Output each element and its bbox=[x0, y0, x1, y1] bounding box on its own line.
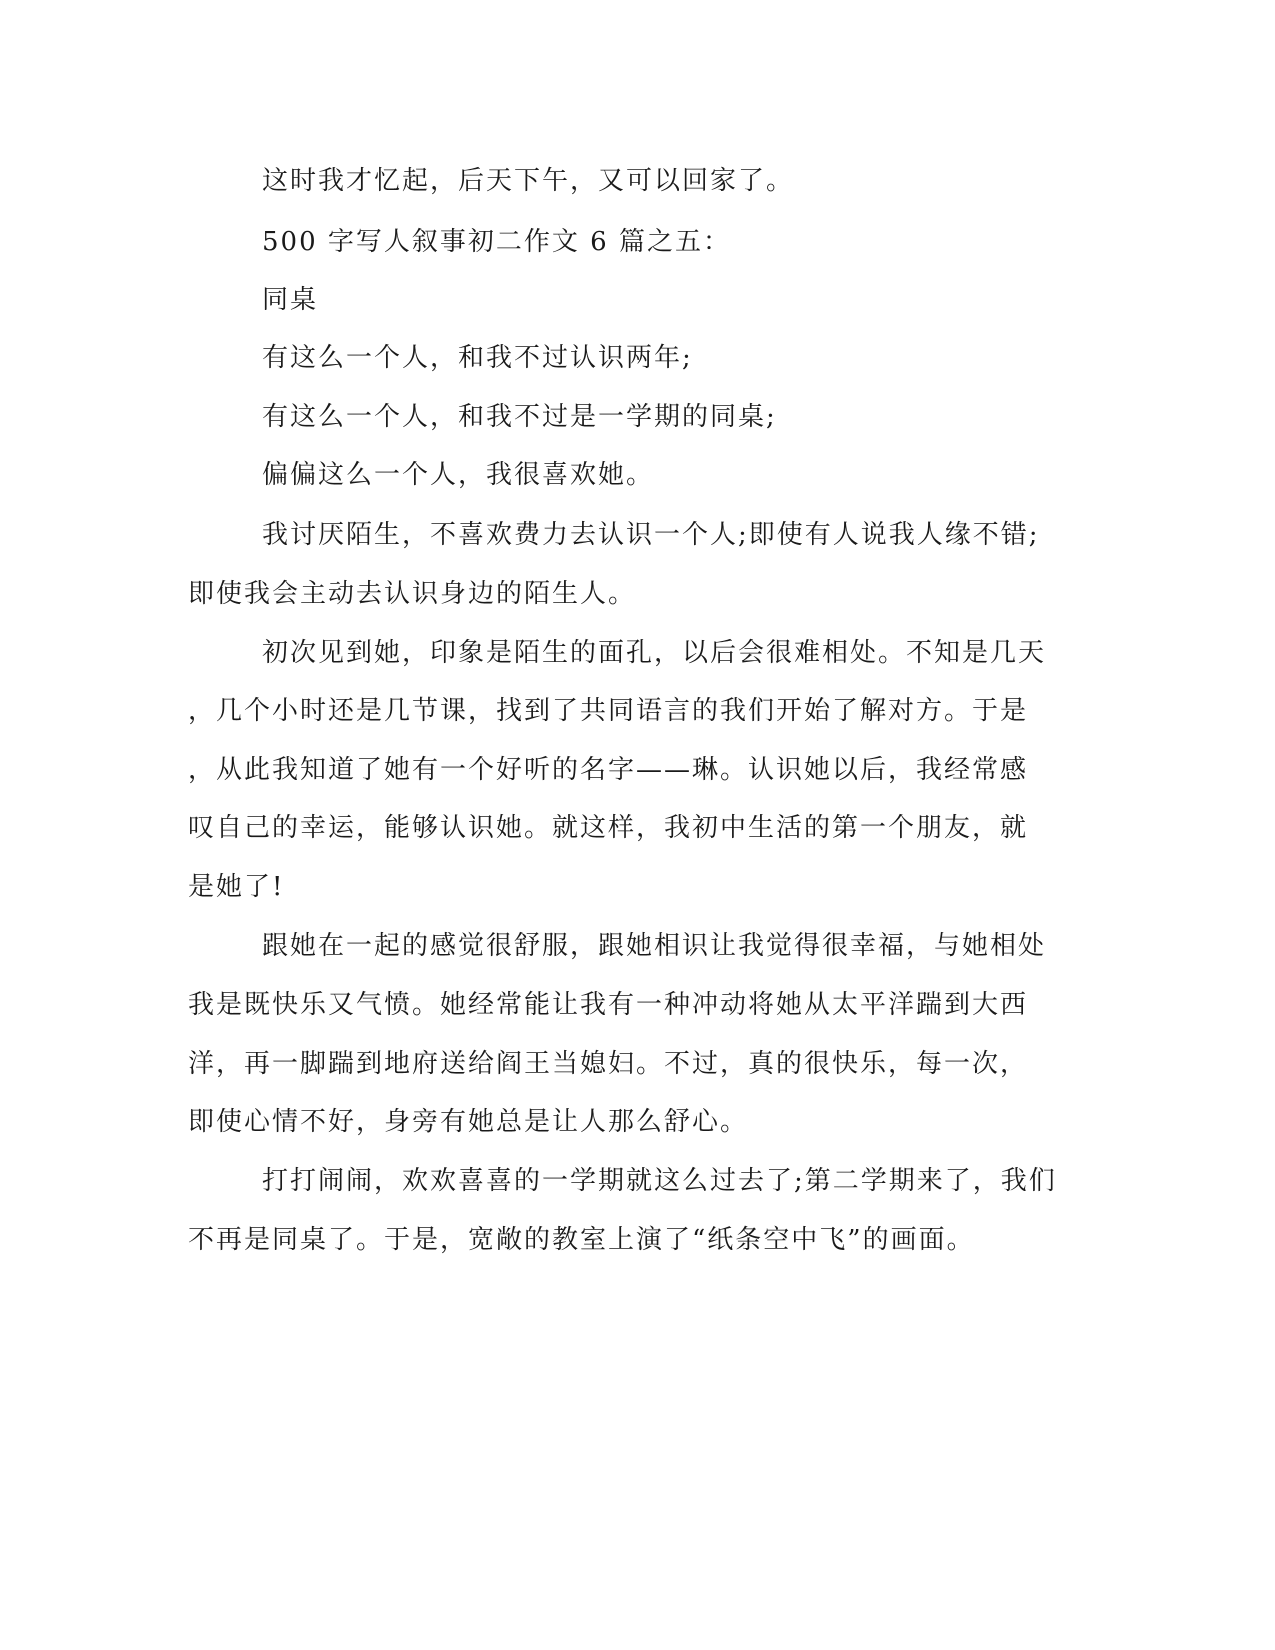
paragraph-line: 打打闹闹，欢欢喜喜的一学期就这么过去了;第二学期来了，我们 bbox=[262, 1166, 1057, 1196]
essay-title: 同桌 bbox=[262, 285, 319, 315]
paragraph-line: 有这么一个人，和我不过是一学期的同桌; bbox=[262, 402, 777, 432]
paragraph-line: 我讨厌陌生，不喜欢费力去认识一个人;即使有人说我人缘不错; bbox=[262, 520, 1040, 550]
paragraph-line: 有这么一个人，和我不过认识两年; bbox=[262, 343, 693, 373]
paragraph-line: 即使我会主动去认识身边的陌生人。 bbox=[188, 579, 637, 609]
paragraph-line: ，几个小时还是几节课，找到了共同语言的我们开始了解对方。于是 bbox=[188, 696, 1029, 726]
paragraph-line: 不再是同桌了。于是，宽敞的教室上演了“纸条空中飞”的画面。 bbox=[188, 1225, 975, 1255]
paragraph-line: 即使心情不好，身旁有她总是让人那么舒心。 bbox=[188, 1107, 749, 1137]
paragraph-line: 偏偏这么一个人，我很喜欢她。 bbox=[262, 460, 655, 490]
paragraph-line: 是她了! bbox=[188, 872, 285, 902]
paragraph-line: 洋，再一脚踹到地府送给阎王当媳妇。不过，真的很快乐，每一次， bbox=[188, 1049, 1029, 1079]
paragraph-line: 跟她在一起的感觉很舒服，跟她相识让我觉得很幸福，与她相处 bbox=[262, 931, 1047, 961]
paragraph-line: 我是既快乐又气愤。她经常能让我有一种冲动将她从太平洋踹到大西 bbox=[188, 990, 1029, 1020]
paragraph-line: ，从此我知道了她有一个好听的名字——琳。认识她以后，我经常感 bbox=[188, 755, 1029, 785]
paragraph-line: 初次见到她，印象是陌生的面孔，以后会很难相处。不知是几天 bbox=[262, 638, 1047, 668]
paragraph-line: 叹自己的幸运，能够认识她。就这样，我初中生活的第一个朋友，就 bbox=[188, 813, 1029, 843]
essay-heading: 500 字写人叙事初二作文 6 篇之五： bbox=[262, 227, 731, 257]
paragraph-line: 这时我才忆起，后天下午，又可以回家了。 bbox=[262, 166, 795, 196]
